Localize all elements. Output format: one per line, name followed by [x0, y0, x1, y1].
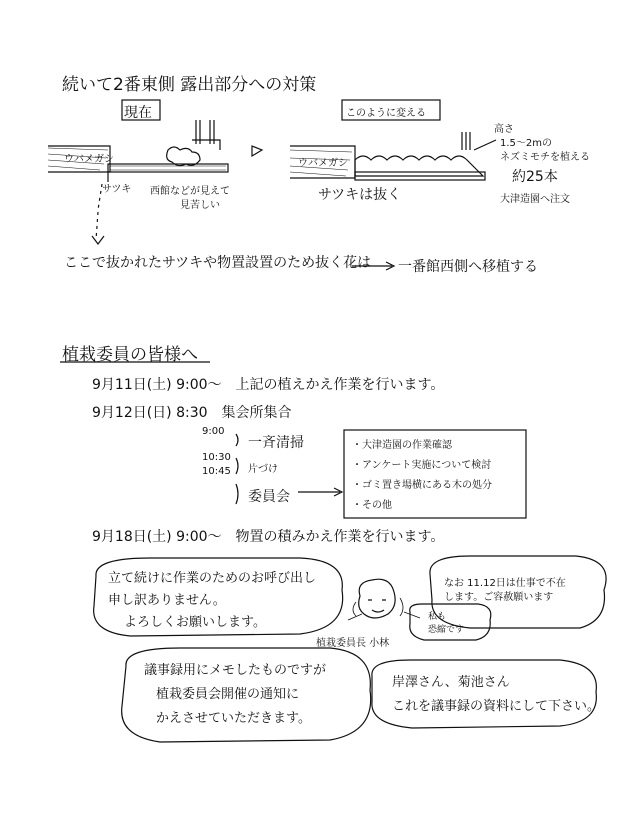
after-label: このように変える — [346, 108, 426, 119]
agenda-item-4: ・その他 — [352, 500, 392, 511]
agenda-item-2: ・アンケート実施について検討 — [352, 460, 492, 471]
order-note: 大津造園へ注文 — [500, 194, 570, 205]
time-3: 10:45 — [202, 466, 231, 477]
time-1: 9:00 — [202, 426, 225, 437]
apology-line-3: よろしくお願いします。 — [124, 615, 266, 630]
right-uba-label: ウバメガシ — [298, 158, 348, 169]
brace-1 — [236, 434, 238, 446]
notice-line-1: 議事録用にメモしたものですが — [144, 663, 327, 678]
height-label: 高さ — [494, 124, 514, 135]
inner-note-line-2: 恐縮です — [428, 625, 465, 635]
notice-line-2: 植栽委員会開催の通知に — [156, 687, 300, 702]
diagram-arrow-icon — [252, 146, 262, 156]
brace-2 — [236, 458, 238, 474]
plant-count: 約25本 — [512, 169, 558, 185]
apology-line-1: 立て続けに作業のためのお呼び出し — [108, 571, 317, 586]
time-2: 10:30 — [202, 452, 231, 463]
left-uba-label: ウバメガシ — [64, 154, 114, 165]
absence-line-1: なお 11.12日は仕事で不在 — [444, 578, 566, 589]
problem-note-2: 見苦しい — [180, 200, 220, 211]
request-line-2: これを議事録の資料にして下さい。 — [392, 699, 601, 714]
task-3: 委員会 — [248, 489, 290, 505]
notice-line-3: かえさせていただきます。 — [156, 711, 311, 726]
face-sketch-icon — [353, 579, 403, 618]
current-label: 現在 — [124, 105, 152, 121]
transplant-note: ここで抜かれたサツキや物置設置のため抜く花は — [64, 255, 372, 271]
brace-3 — [236, 484, 238, 504]
schedule-item-1: 9月11日(土) 9:00〜 上記の植えかえ作業を行います。 — [92, 377, 445, 393]
section1-title: 続いて2番東側 露出部分への対策 — [62, 75, 317, 95]
absence-line-2: します。ご容赦願います — [444, 592, 554, 603]
inner-note-line-1: 私も — [428, 612, 447, 622]
apology-line-2: 申し訳ありません。 — [108, 593, 226, 608]
transplant-destination: 一番館西側へ移植する — [398, 259, 538, 275]
schedule-item-2: 9月12日(日) 8:30 集会所集合 — [92, 405, 292, 421]
plant-name: ネズミモチを植える — [500, 152, 590, 163]
right-satsuki-label: サツキは抜く — [318, 187, 402, 203]
signature: 植栽委員長 小林 — [316, 638, 390, 649]
task-1: 一斉清掃 — [248, 435, 304, 451]
section2-title: 植栽委員の皆様へ — [62, 345, 198, 365]
agenda-item-1: ・大津造園の作業確認 — [352, 440, 452, 451]
left-satsuki-label: サツキ — [102, 184, 132, 195]
task-2: 片づけ — [248, 464, 278, 475]
height-value: 1.5〜2mの — [500, 138, 553, 149]
agenda-item-3: ・ゴミ置き場横にある木の処分 — [352, 480, 492, 491]
request-line-1: 岸澤さん、菊池さん — [392, 675, 510, 690]
schedule-item-3: 9月18日(土) 9:00〜 物置の積みかえ作業を行います。 — [92, 529, 445, 545]
problem-note-1: 西館などが見えて — [150, 186, 230, 197]
